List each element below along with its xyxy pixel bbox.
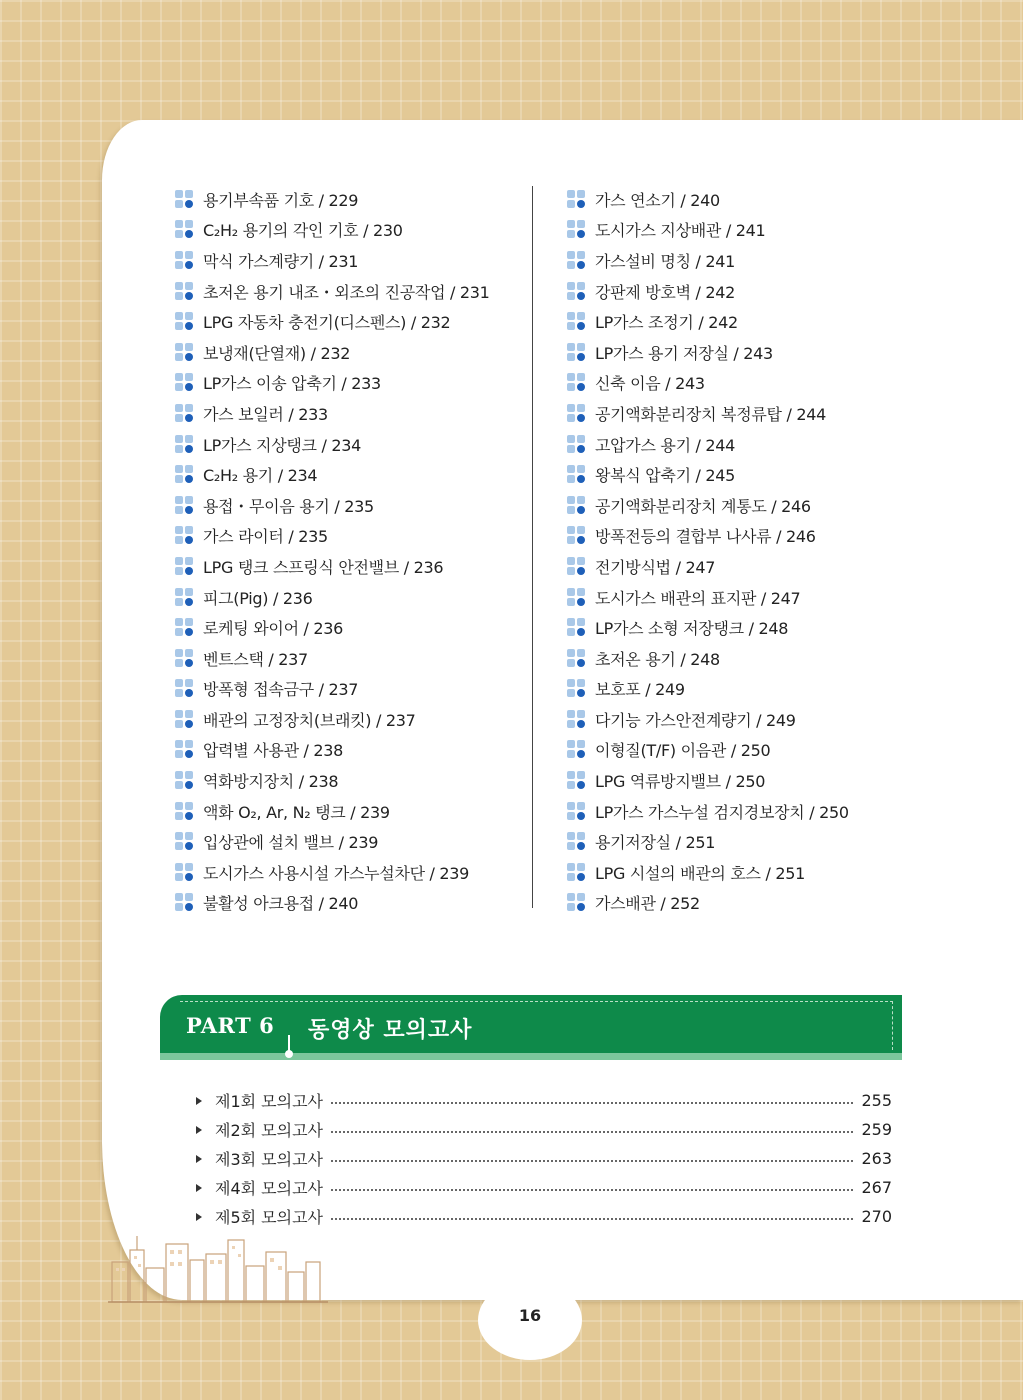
right-toc-item	[567, 306, 849, 337]
square-bullet-icon	[567, 312, 586, 331]
left-toc-item	[175, 704, 490, 735]
square-bullet-icon	[175, 710, 194, 729]
square-bullet-icon	[567, 373, 586, 392]
exam-item	[192, 1086, 892, 1115]
triangle-bullet-icon	[196, 1126, 202, 1134]
square-bullet-icon	[175, 588, 194, 607]
part-marker	[288, 1035, 290, 1053]
right-toc-item	[567, 215, 849, 246]
toc-item-text: 도시가스 지상배관 / 241	[595, 221, 766, 241]
part-banner-stripe	[160, 1053, 902, 1060]
square-bullet-icon	[175, 282, 194, 301]
toc-item-text: C₂H₂ 용기 / 234	[203, 466, 318, 486]
toc-item-text: LP가스 이송 압축기 / 233	[203, 374, 381, 394]
toc-item-text: 왕복식 압축기 / 245	[595, 466, 736, 486]
square-bullet-icon	[567, 435, 586, 454]
square-bullet-icon	[175, 465, 194, 484]
toc-item-text: LPG 시설의 배관의 호스 / 251	[595, 863, 805, 883]
square-bullet-icon	[175, 802, 194, 821]
toc-item-text: 용기부속품 기호 / 229	[203, 190, 359, 210]
column-divider	[532, 186, 533, 908]
square-bullet-icon	[175, 618, 194, 637]
toc-item-text: 막식 가스계량기 / 231	[203, 251, 359, 271]
toc-item-text: 불활성 아크용접 / 240	[203, 894, 359, 914]
toc-item-text: LP가스 소형 저장탱크 / 248	[595, 619, 789, 639]
left-toc-item	[175, 398, 490, 429]
toc-item-text: 가스 라이터 / 235	[203, 527, 328, 547]
exam-list	[192, 1086, 892, 1231]
square-bullet-icon	[567, 618, 586, 637]
part-banner-dash	[180, 1001, 893, 1050]
toc-item-text: LP가스 용기 저장실 / 243	[595, 343, 773, 363]
toc-item-text: C₂H₂ 용기의 각인 기호 / 230	[203, 221, 403, 241]
left-toc-item	[175, 582, 490, 613]
toc-item-text: 공기액화분리장치 계통도 / 246	[595, 496, 811, 516]
square-bullet-icon	[567, 557, 586, 576]
triangle-bullet-icon	[196, 1097, 202, 1105]
right-toc-item	[567, 857, 849, 888]
page-number: 16	[518, 1306, 542, 1325]
toc-item-text: 도시가스 배관의 표지판 / 247	[595, 588, 801, 608]
left-toc-item	[175, 796, 490, 827]
exam-title: 제3회 모의고사	[215, 1150, 324, 1169]
square-bullet-icon	[175, 404, 194, 423]
square-bullet-icon	[175, 312, 194, 331]
square-bullet-icon	[175, 496, 194, 515]
right-toc-item	[567, 521, 849, 552]
exam-title: 제5회 모의고사	[215, 1208, 324, 1227]
toc-item-text: 압력별 사용관 / 238	[203, 741, 344, 761]
right-toc-item	[567, 765, 849, 796]
left-toc-item	[175, 521, 490, 552]
dot-leader	[331, 1131, 853, 1133]
toc-item-text: 방폭전등의 결합부 나사류 / 246	[595, 527, 816, 547]
toc-item-text: 방폭형 접속금구 / 237	[203, 680, 359, 700]
toc-item-text: 액화 O₂, Ar, N₂ 탱크 / 239	[203, 802, 390, 822]
dot-leader	[331, 1189, 853, 1191]
right-toc-item	[567, 429, 849, 460]
square-bullet-icon	[175, 863, 194, 882]
square-bullet-icon	[175, 771, 194, 790]
toc-item-text: 보냉재(단열재) / 232	[203, 343, 351, 363]
square-bullet-icon	[175, 557, 194, 576]
toc-item-text: 로케팅 와이어 / 236	[203, 619, 344, 639]
toc-item-text: 가스배관 / 252	[595, 894, 700, 914]
square-bullet-icon	[175, 435, 194, 454]
right-toc-item	[567, 735, 849, 766]
toc-item-text: 피그(Pig) / 236	[203, 588, 313, 608]
triangle-bullet-icon	[196, 1213, 202, 1221]
left-toc-item	[175, 765, 490, 796]
right-toc-item	[567, 674, 849, 705]
square-bullet-icon	[567, 190, 586, 209]
triangle-bullet-icon	[196, 1155, 202, 1163]
left-toc-item	[175, 459, 490, 490]
square-bullet-icon	[567, 802, 586, 821]
toc-item-text: LP가스 가스누설 검지경보장치 / 250	[595, 802, 849, 822]
toc-item-text: 신축 이음 / 243	[595, 374, 705, 394]
square-bullet-icon	[567, 404, 586, 423]
toc-item-text: LP가스 지상탱크 / 234	[203, 435, 361, 455]
exam-page: 270	[861, 1207, 892, 1226]
toc-item-text: LPG 역류방지밸브 / 250	[595, 772, 766, 792]
right-toc-item	[567, 888, 849, 919]
left-toc-item	[175, 215, 490, 246]
right-toc-item	[567, 582, 849, 613]
left-toc-item	[175, 337, 490, 368]
square-bullet-icon	[567, 832, 586, 851]
right-toc-item	[567, 826, 849, 857]
square-bullet-icon	[175, 832, 194, 851]
toc-list-right	[567, 184, 849, 918]
toc-item-text: LPG 자동차 충전기(디스펜스) / 232	[203, 313, 451, 333]
square-bullet-icon	[175, 526, 194, 545]
square-bullet-icon	[175, 893, 194, 912]
toc-item-text: 벤트스택 / 237	[203, 649, 308, 669]
triangle-bullet-icon	[196, 1184, 202, 1192]
left-toc-item	[175, 276, 490, 307]
square-bullet-icon	[567, 863, 586, 882]
left-toc-item	[175, 368, 490, 399]
part-title: 동영상 모의고사	[308, 1018, 473, 1043]
square-bullet-icon	[567, 893, 586, 912]
toc-item-text: 입상관에 설치 밸브 / 239	[203, 833, 379, 853]
square-bullet-icon	[567, 343, 586, 362]
square-bullet-icon	[567, 771, 586, 790]
right-toc-item	[567, 796, 849, 827]
dot-leader	[331, 1102, 853, 1104]
square-bullet-icon	[175, 343, 194, 362]
exam-item	[192, 1144, 892, 1173]
right-toc-item	[567, 245, 849, 276]
dot-leader	[331, 1218, 853, 1220]
square-bullet-icon	[567, 649, 586, 668]
exam-item	[192, 1202, 892, 1231]
exam-item	[192, 1115, 892, 1144]
part-label: PART 6	[186, 1013, 275, 1038]
square-bullet-icon	[175, 220, 194, 239]
part-banner	[160, 995, 902, 1065]
left-toc-item	[175, 674, 490, 705]
square-bullet-icon	[567, 496, 586, 515]
left-toc-item	[175, 857, 490, 888]
left-toc-item	[175, 826, 490, 857]
toc-item-text: LP가스 조정기 / 242	[595, 313, 738, 333]
exam-title: 제4회 모의고사	[215, 1179, 324, 1198]
square-bullet-icon	[567, 251, 586, 270]
toc-item-text: 도시가스 사용시설 가스누설차단 / 239	[203, 863, 470, 883]
toc-item-text: 가스 연소기 / 240	[595, 190, 720, 210]
toc-item-text: 용접・무이음 용기 / 235	[203, 496, 374, 516]
toc-item-text: 가스 보일러 / 233	[203, 404, 328, 424]
left-toc-item	[175, 429, 490, 460]
toc-item-text: 이형질(T/F) 이음관 / 250	[595, 741, 771, 761]
right-toc-item	[567, 276, 849, 307]
dot-leader	[331, 1160, 853, 1162]
right-toc-item	[567, 551, 849, 582]
toc-item-text: 보호포 / 249	[595, 680, 685, 700]
toc-item-text: 역화방지장치 / 238	[203, 772, 339, 792]
square-bullet-icon	[175, 679, 194, 698]
square-bullet-icon	[175, 190, 194, 209]
square-bullet-icon	[567, 465, 586, 484]
toc-item-text: 배관의 고정장치(브래킷) / 237	[203, 710, 416, 730]
square-bullet-icon	[567, 526, 586, 545]
exam-title: 제1회 모의고사	[215, 1092, 324, 1111]
left-toc-item	[175, 245, 490, 276]
right-toc-item	[567, 643, 849, 674]
toc-item-text: 초저온 용기 / 248	[595, 649, 720, 669]
square-bullet-icon	[175, 373, 194, 392]
toc-item-text: 강판제 방호벽 / 242	[595, 282, 736, 302]
toc-item-text: 다기능 가스안전계량기 / 249	[595, 710, 796, 730]
exam-page: 263	[861, 1149, 892, 1168]
square-bullet-icon	[175, 649, 194, 668]
right-toc-item	[567, 184, 849, 215]
city-illustration	[108, 1232, 328, 1308]
left-toc-item	[175, 888, 490, 919]
toc-list-left	[175, 184, 490, 918]
toc-item-text: LPG 탱크 스프링식 안전밸브 / 236	[203, 557, 444, 577]
left-toc-item	[175, 643, 490, 674]
right-toc-item	[567, 398, 849, 429]
toc-item-text: 가스설비 명칭 / 241	[595, 251, 736, 271]
square-bullet-icon	[567, 679, 586, 698]
toc-item-text: 용기저장실 / 251	[595, 833, 716, 853]
square-bullet-icon	[567, 282, 586, 301]
left-toc-item	[175, 306, 490, 337]
left-toc-item	[175, 490, 490, 521]
square-bullet-icon	[567, 710, 586, 729]
toc-item-text: 초저온 용기 내조・외조의 진공작업 / 231	[203, 282, 490, 302]
right-toc-item	[567, 368, 849, 399]
exam-item	[192, 1173, 892, 1202]
toc-item-text: 공기액화분리장치 복정류탑 / 244	[595, 404, 826, 424]
left-toc-item	[175, 735, 490, 766]
exam-page: 255	[861, 1091, 892, 1110]
exam-title: 제2회 모의고사	[215, 1121, 324, 1140]
exam-page: 267	[861, 1178, 892, 1197]
right-toc-item	[567, 337, 849, 368]
left-toc-item	[175, 612, 490, 643]
left-toc-item	[175, 184, 490, 215]
left-toc-item	[175, 551, 490, 582]
square-bullet-icon	[175, 251, 194, 270]
square-bullet-icon	[175, 740, 194, 759]
toc-item-text: 고압가스 용기 / 244	[595, 435, 736, 455]
right-toc-item	[567, 612, 849, 643]
square-bullet-icon	[567, 220, 586, 239]
square-bullet-icon	[567, 588, 586, 607]
square-bullet-icon	[567, 740, 586, 759]
right-toc-item	[567, 459, 849, 490]
right-toc-item	[567, 704, 849, 735]
exam-page: 259	[861, 1120, 892, 1139]
right-toc-item	[567, 490, 849, 521]
toc-item-text: 전기방식법 / 247	[595, 557, 716, 577]
